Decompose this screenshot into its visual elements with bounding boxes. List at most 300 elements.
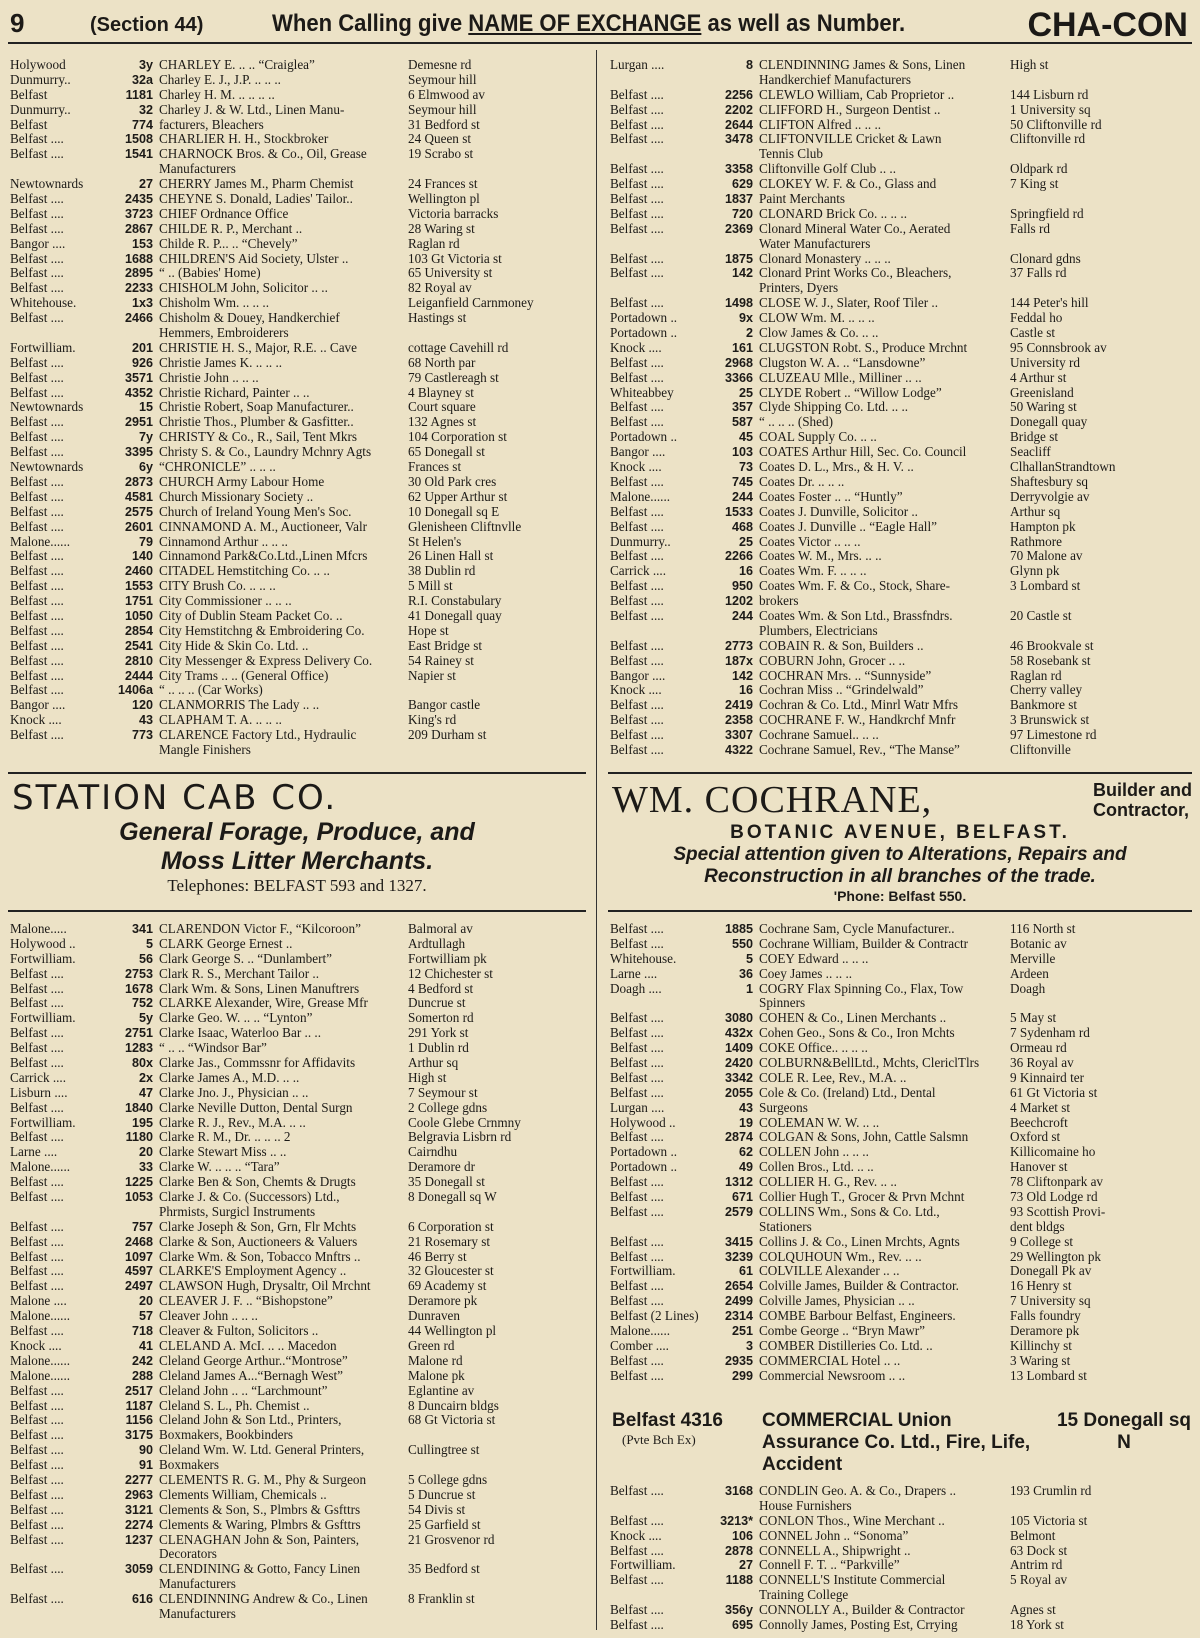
listing-address: 209 Durham st xyxy=(408,728,487,743)
listing-name: Cochran & Co. Ltd., Minrl Watr Mfrs xyxy=(759,698,959,713)
listing-name: Training College xyxy=(759,1588,849,1603)
listing-number: 752 xyxy=(131,996,153,1011)
listing-name: Manufacturers xyxy=(159,162,236,177)
listing-name: CHIEF Ordnance Office xyxy=(159,206,289,221)
listing-address: Glenisheen Cliftnvlle xyxy=(408,519,522,534)
listing-location: Belfast .... xyxy=(10,1190,64,1205)
ad-rule-top xyxy=(8,772,586,774)
listing-name: CLIFTON Alfred .. .. .. xyxy=(759,117,882,132)
listing-number: 5y xyxy=(138,1011,153,1026)
listing-number: 3239 xyxy=(724,1249,753,1264)
listing-location: Portadown .. xyxy=(610,1145,678,1160)
listing-number: 468 xyxy=(731,519,753,534)
listing-name: Clements & Waring, Plmbrs & Gsfttrs xyxy=(159,1517,361,1532)
listing-address: R.I. Constabulary xyxy=(408,594,502,609)
listing-address: Ardeen xyxy=(1010,966,1049,981)
listing-address: Napier st xyxy=(408,668,456,683)
ad2-phone: 'Phone: Belfast 550. xyxy=(833,888,967,904)
listing-number: 1688 xyxy=(124,251,153,266)
listing-name: Church of Ireland Young Men's Soc. xyxy=(159,504,352,519)
listing-number: 2468 xyxy=(124,1234,153,1249)
listing-name: Cleland John .. .. “Larchmount” xyxy=(159,1383,328,1398)
listing-name: Cleland Wm. W. Ltd. General Printers, xyxy=(159,1443,365,1458)
listing-location: Malone...... xyxy=(10,1309,71,1324)
listing-row xyxy=(10,460,588,475)
listing-address: Malone rd xyxy=(408,1353,463,1368)
listing-number: 2810 xyxy=(124,653,153,668)
listing-row xyxy=(10,1577,588,1592)
listing-number: 25 xyxy=(738,534,753,549)
listing-number: 2444 xyxy=(124,668,153,683)
listing-address: 5 College gdns xyxy=(408,1472,488,1487)
listing-number: 16 xyxy=(738,564,753,579)
listing-location: Belfast .... xyxy=(10,266,64,281)
right-end-listings xyxy=(610,1484,1190,1633)
listing-location xyxy=(610,73,703,88)
listing-name: brokers xyxy=(759,594,799,609)
listing-name: Charley J. & W. Ltd., Linen Manu- xyxy=(159,102,345,117)
listing-name: Clarke Stewart Miss .. .. xyxy=(159,1145,287,1160)
listing-row xyxy=(610,1588,1190,1603)
listing-name: Clow James & Co. .. .. xyxy=(759,326,879,341)
listing-name: COCHRANE F. W., Handkrchf Mnfr xyxy=(759,713,956,728)
listing-number: 3307 xyxy=(724,728,753,743)
listing-number: 8 xyxy=(745,58,753,72)
listing-name: Manufacturers xyxy=(159,1606,236,1621)
listing-name: COLEMAN W. W. .. .. xyxy=(759,1115,880,1130)
listing-location: Belfast .... xyxy=(610,266,664,281)
listing-address: 62 Upper Arthur st xyxy=(408,489,508,504)
listing-row xyxy=(610,1354,1190,1369)
listing-name: Clyde Shipping Co. Ltd. .. .. xyxy=(759,400,909,415)
listing-address: 1 Dublin rd xyxy=(408,1041,469,1056)
listing-address: Botanic av xyxy=(1010,936,1067,951)
listing-row xyxy=(610,445,1190,460)
listing-location: Belfast .... xyxy=(10,1130,64,1145)
listing-row xyxy=(610,535,1190,550)
listing-number: 2419 xyxy=(724,698,753,713)
listing-name: CLEAVER J. F. .. “Bishopstone” xyxy=(159,1294,333,1309)
listing-name: Cochrane William, Builder & Contractr xyxy=(759,936,969,951)
listing-name: CHURCH Army Labour Home xyxy=(159,474,325,489)
listing-row xyxy=(610,460,1190,475)
listing-address: 32 Gloucester st xyxy=(408,1264,494,1279)
listing-name: COLLINS Wm., Sons & Co. Ltd., xyxy=(759,1204,940,1219)
listing-number: 2497 xyxy=(124,1279,153,1294)
listing-name: Clarke & Son, Auctioneers & Valuers xyxy=(159,1234,358,1249)
listing-name: Clarke Neville Dutton, Dental Surgn xyxy=(159,1100,353,1115)
listing-location: Holywood .. xyxy=(610,1115,676,1130)
listing-address: 8 Duncairn bldgs xyxy=(408,1398,499,1413)
listing-location: Carrick .... xyxy=(10,1070,67,1085)
listing-address: 5 Duncrue st xyxy=(408,1487,476,1502)
listing-location: Belfast .... xyxy=(10,445,64,460)
listing-number: 2654 xyxy=(724,1279,753,1294)
listing-name: Phrmists, Surgicl Instruments xyxy=(159,1204,316,1219)
listing-row xyxy=(610,698,1190,713)
listing-location: Whiteabbey xyxy=(610,385,674,400)
listing-location: Belfast .... xyxy=(610,1618,664,1633)
listing-row xyxy=(10,162,588,177)
listing-row xyxy=(10,1071,588,1086)
listing-number: 2753 xyxy=(124,966,153,981)
listing-number: 671 xyxy=(731,1190,753,1205)
listing-location: Knock .... xyxy=(10,1338,62,1353)
listing-name: Boxmakers xyxy=(159,1458,220,1473)
listing-name: CLYDE Robert .. “Willow Lodge” xyxy=(759,385,942,400)
listing-row xyxy=(610,1056,1190,1071)
listing-address: Springfield rd xyxy=(1010,206,1084,221)
listing-row xyxy=(10,222,588,237)
listing-number: 3 xyxy=(745,1338,753,1353)
listing-name: CHARLEY E. .. .. “Craiglea” xyxy=(159,58,315,72)
listing-row xyxy=(10,1220,588,1235)
station-cab-ad xyxy=(8,778,586,896)
listing-location: Belfast .... xyxy=(10,1041,64,1056)
listing-row xyxy=(10,1130,588,1145)
listing-address: 104 Corporation st xyxy=(408,430,507,445)
listing-row xyxy=(610,326,1190,341)
listing-name: Cleland George Arthur..“Montrose” xyxy=(159,1353,348,1368)
listing-number: 1885 xyxy=(724,922,753,936)
listing-number: 1840 xyxy=(124,1100,153,1115)
listing-location: Belfast .... xyxy=(10,1175,64,1190)
listing-number xyxy=(703,281,759,296)
listing-row xyxy=(10,535,588,550)
listing-address xyxy=(1010,237,1190,252)
listing-number: 56 xyxy=(138,951,153,966)
listing-name: “ .. (Babies' Home) xyxy=(159,266,261,281)
listing-number: 2274 xyxy=(124,1517,153,1532)
listing-row xyxy=(10,88,588,103)
listing-row xyxy=(10,58,588,73)
listing-number: 3478 xyxy=(724,132,753,147)
listing-name: Cleaver & Fulton, Solicitors .. xyxy=(159,1324,319,1339)
listing-number: 1053 xyxy=(124,1190,153,1205)
listing-address: Oxford st xyxy=(1010,1130,1061,1145)
listing-address: Belmont xyxy=(1010,1528,1056,1543)
listing-location: Belfast .... xyxy=(10,1324,64,1339)
listing-name: Coates Wm. F. & Co., Stock, Share- xyxy=(759,579,951,594)
listing-number: 587 xyxy=(731,415,753,430)
listing-number: 1533 xyxy=(724,504,753,519)
listing-row xyxy=(10,132,588,147)
listing-row xyxy=(610,1190,1190,1205)
listing-address xyxy=(408,1205,588,1220)
listing-number: 41 xyxy=(138,1338,153,1353)
listing-row xyxy=(10,698,588,713)
listing-location: Belfast .... xyxy=(610,251,664,266)
listing-name: Christie James K. .. .. .. xyxy=(159,355,283,370)
listing-name: Clark George S. .. “Dunlambert” xyxy=(159,951,332,966)
listing-row xyxy=(10,1175,588,1190)
listing-number: 7y xyxy=(138,430,153,445)
listing-location xyxy=(10,162,103,177)
listing-row xyxy=(10,177,588,192)
listing-address: Leiganfield Carnmoney xyxy=(408,296,534,311)
listing-number: 3358 xyxy=(724,162,753,177)
listing-row xyxy=(610,564,1190,579)
listing-address: 95 Connsbrook av xyxy=(1010,340,1107,355)
listing-number: 774 xyxy=(131,117,153,132)
listing-location: Belfast .... xyxy=(610,1011,664,1026)
listing-location: Belfast .... xyxy=(610,1070,664,1085)
listing-number: 2277 xyxy=(124,1472,153,1487)
listing-location: Belfast .... xyxy=(10,504,64,519)
listing-name: Christy S. & Co., Laundry Mchnry Agts xyxy=(159,445,372,460)
listing-row xyxy=(610,1339,1190,1354)
listing-row xyxy=(610,967,1190,982)
listing-location: Belfast .... xyxy=(10,1100,64,1115)
listing-name: CLONARD Brick Co. .. .. .. xyxy=(759,206,907,221)
listing-name: facturers, Bleachers xyxy=(159,117,264,132)
listing-number xyxy=(103,162,159,177)
listing-location xyxy=(610,996,703,1011)
listing-address xyxy=(408,162,588,177)
listing-location: Dunmurry.. xyxy=(610,534,671,549)
listing-location: Whitehouse. xyxy=(610,951,677,966)
listing-location: Knock .... xyxy=(610,1528,662,1543)
listing-location: Belfast .... xyxy=(610,1484,664,1498)
listing-address: Deramore pk xyxy=(1010,1324,1080,1339)
listing-location: Belfast .... xyxy=(610,132,664,147)
listing-name: Collins J. & Co., Linen Mrchts, Agnts xyxy=(759,1234,960,1249)
listing-number: 2575 xyxy=(124,504,153,519)
listing-row xyxy=(610,505,1190,520)
listing-name: COMBE Barbour Belfast, Engineers. xyxy=(759,1309,956,1324)
listing-name: City Commissioner .. .. .. xyxy=(159,594,292,609)
listing-address: 6 Elmwood av xyxy=(408,87,485,102)
listing-number: 2895 xyxy=(124,266,153,281)
listing-address: 3 Brunswick st xyxy=(1010,713,1090,728)
listing-name: CLOSE W. J., Slater, Roof Tiler .. xyxy=(759,296,938,311)
listing-name: Coates J. Dunville, Solicitor .. xyxy=(759,504,918,519)
listing-row xyxy=(610,132,1190,147)
listing-number: 1678 xyxy=(124,981,153,996)
listing-number: 2256 xyxy=(724,87,753,102)
listing-row xyxy=(10,445,588,460)
listing-address: 7 University sq xyxy=(1010,1294,1091,1309)
listing-name: Clugston W. A. .. “Lansdowne” xyxy=(759,355,926,370)
listing-location: Belfast .... xyxy=(10,385,64,400)
listing-name: COBURN John, Grocer .. .. xyxy=(759,653,906,668)
listing-location: Belfast .... xyxy=(10,1056,64,1071)
listing-row xyxy=(610,952,1190,967)
listing-location: Belfast .... xyxy=(610,370,664,385)
listing-location: Knock .... xyxy=(610,460,662,475)
listing-row xyxy=(10,624,588,639)
listing-location: Belfast .... xyxy=(610,1603,664,1618)
listing-name: CLOKEY W. F. & Co., Glass and xyxy=(759,177,937,192)
listing-location: Belfast (2 Lines) xyxy=(610,1309,699,1324)
listing-number: 432x xyxy=(724,1026,753,1041)
listing-row xyxy=(610,1160,1190,1175)
listing-name: Coates W. M., Mrs. .. .. xyxy=(759,549,882,564)
listing-number: 79 xyxy=(138,534,153,549)
listing-location: Lisburn .... xyxy=(10,1085,68,1100)
listing-address xyxy=(408,1428,588,1443)
listing-name: House Furnishers xyxy=(759,1498,852,1513)
listing-location: Belfast .... xyxy=(610,177,664,192)
listing-name: CLANMORRIS The Lady .. .. xyxy=(159,698,320,713)
listing-row xyxy=(610,341,1190,356)
listing-row xyxy=(10,386,588,401)
listing-number: 2867 xyxy=(124,221,153,236)
listing-address xyxy=(1010,594,1190,609)
listing-number: 1498 xyxy=(724,296,753,311)
listing-name: Manufacturers xyxy=(159,1577,236,1592)
listing-name: Coates Wm. & Son Ltd., Brassfndrs. xyxy=(759,608,953,623)
listing-row xyxy=(610,490,1190,505)
listing-address: Cullingtree st xyxy=(408,1443,480,1458)
listing-name: Hemmers, Embroiderers xyxy=(159,326,289,341)
listing-address: 37 Falls rd xyxy=(1010,266,1067,281)
listing-location: Belfast .... xyxy=(10,281,64,296)
listing-address: 7 King st xyxy=(1010,177,1059,192)
listing-name: COATES Arthur Hill, Sec. Co. Council xyxy=(759,445,967,460)
listing-row xyxy=(10,594,588,609)
listing-name: City of Dublin Steam Packet Co. .. xyxy=(159,608,343,623)
listing-address: 2 College gdns xyxy=(408,1100,488,1115)
listing-row xyxy=(10,1205,588,1220)
listing-address: ClhallanStrandtown xyxy=(1010,460,1116,475)
listing-number: 2233 xyxy=(124,281,153,296)
listing-number: 2460 xyxy=(124,564,153,579)
listing-row xyxy=(610,192,1190,207)
listing-name: CHRISTIE H. S., Major, R.E. .. Cave xyxy=(159,340,358,355)
listing-address: 54 Divis st xyxy=(408,1502,466,1517)
listing-location: Belfast .... xyxy=(610,1204,664,1219)
listing-row xyxy=(10,609,588,624)
listing-number: 1508 xyxy=(124,132,153,147)
listing-location: Belfast .... xyxy=(10,1502,64,1517)
listing-number xyxy=(703,1220,759,1235)
listing-number: 1180 xyxy=(125,1130,153,1145)
listing-name: Cochrane Samuel.. .. .. xyxy=(759,728,879,743)
listing-location: Belfast .... xyxy=(10,966,64,981)
listing-address: Belgravia Lisbrn rd xyxy=(408,1130,512,1145)
listing-name: CLEWLO William, Cab Proprietor .. xyxy=(759,87,955,102)
listing-row xyxy=(10,490,588,505)
listing-row xyxy=(10,1607,588,1622)
listing-name: City Messenger & Express Delivery Co. xyxy=(159,653,373,668)
listing-row xyxy=(10,937,588,952)
listing-name: COMMERCIAL Hotel .. .. xyxy=(759,1353,901,1368)
listing-address: Arthur sq xyxy=(1010,504,1061,519)
listing-row xyxy=(10,1324,588,1339)
listing-name: CLAPHAM T. A. .. .. .. xyxy=(159,713,282,728)
listing-row xyxy=(610,624,1190,639)
listing-location: Belfast .... xyxy=(610,594,664,609)
listing-location: Belfast .... xyxy=(610,1130,664,1145)
ad-telephones: Telephones: BELFAST 593 and 1327. xyxy=(167,876,427,895)
listing-location: Belfast .... xyxy=(610,102,664,117)
listing-location: Holywood xyxy=(10,58,66,72)
listing-name: Clarke J. & Co. (Successors) Ltd., xyxy=(159,1190,340,1205)
listing-row xyxy=(610,103,1190,118)
listing-address: High st xyxy=(408,1070,447,1085)
listing-name: CHERRY James M., Pharm Chemist xyxy=(159,177,354,192)
listing-location: Belfast .... xyxy=(10,1026,64,1041)
listing-name: Coates D. L., Mrs., & H. V. .. xyxy=(759,460,914,475)
listing-location: Belfast .... xyxy=(610,1056,664,1071)
listing-row xyxy=(10,1458,588,1473)
listing-name: CHEYNE S. Donald, Ladies' Tailor.. xyxy=(159,192,353,207)
listing-location: Larne .... xyxy=(610,966,658,981)
listing-address: Court square xyxy=(408,400,476,415)
listing-location: Belfast .... xyxy=(610,504,664,519)
listing-number xyxy=(703,624,759,639)
listing-location: Belfast .... xyxy=(610,1573,664,1588)
listing-location xyxy=(610,1220,703,1235)
listing-address: Donegall Pk av xyxy=(1010,1264,1092,1279)
listing-location xyxy=(10,326,103,341)
listing-number: 244 xyxy=(731,489,753,504)
listing-name: CLENAGHAN John & Son, Painters, xyxy=(159,1532,360,1547)
listing-location: Belfast .... xyxy=(610,415,664,430)
listing-name: Clark R. S., Merchant Tailor .. xyxy=(159,966,319,981)
listing-row xyxy=(10,1369,588,1384)
listing-name: Water Manufacturers xyxy=(759,236,871,251)
listing-row xyxy=(610,1514,1190,1529)
listing-address: 12 Chichester st xyxy=(408,966,493,981)
listing-name: CHARNOCK Bros. & Co., Oil, Grease xyxy=(159,147,367,162)
listing-row xyxy=(10,743,588,758)
listing-number: 5 xyxy=(745,951,753,966)
listing-location: Belfast .... xyxy=(10,251,64,266)
listing-number: 19 xyxy=(738,1115,753,1130)
listing-number: 356y xyxy=(724,1603,753,1618)
listing-number: 251 xyxy=(731,1324,753,1339)
listing-row xyxy=(610,296,1190,311)
listing-row xyxy=(10,1339,588,1354)
listing-row xyxy=(10,1250,588,1265)
listing-row xyxy=(610,1130,1190,1145)
listing-address: Cliftonville xyxy=(1010,742,1071,757)
listing-number: 9x xyxy=(738,311,753,326)
listing-number xyxy=(703,73,759,88)
listing-address: 4 Market st xyxy=(1010,1100,1071,1115)
listing-number: 20 xyxy=(138,1145,153,1160)
listing-address xyxy=(1010,624,1190,639)
listing-number: 73 xyxy=(738,460,753,475)
listing-number: 1097 xyxy=(124,1249,153,1264)
listing-address: 24 Frances st xyxy=(408,177,478,192)
listing-address: 68 Gt Victoria st xyxy=(408,1413,496,1428)
listing-number: 2541 xyxy=(124,638,153,653)
listing-address xyxy=(1010,1588,1190,1603)
listing-location: Portadown .. xyxy=(610,311,678,326)
listing-row xyxy=(610,1603,1190,1618)
listing-number: 49 xyxy=(738,1160,753,1175)
listing-name: Collier Hugh T., Grocer & Prvn Mchnt xyxy=(759,1190,965,1205)
listing-name: COLLEN John .. .. .. xyxy=(759,1145,869,1160)
commercial-union-entry xyxy=(612,1406,1192,1476)
listing-number: 201 xyxy=(131,340,153,355)
column-divider xyxy=(596,50,597,1630)
listing-location xyxy=(610,281,703,296)
listing-location: Belfast .... xyxy=(610,1249,664,1264)
listing-address: dent bldgs xyxy=(1010,1219,1065,1234)
listing-number: 2579 xyxy=(724,1204,753,1219)
listing-number: 2874 xyxy=(724,1130,753,1145)
calling-instruction: When Calling give NAME OF EXCHANGE as well as Number. xyxy=(272,10,906,37)
listing-location: Belfast .... xyxy=(10,430,64,445)
listing-location: Belfast .... xyxy=(610,221,664,236)
listing-address: 4 Arthur st xyxy=(1010,370,1067,385)
commercial-loc: Belfast 4316 xyxy=(612,1410,723,1431)
listing-address: 61 Gt Victoria st xyxy=(1010,1085,1098,1100)
